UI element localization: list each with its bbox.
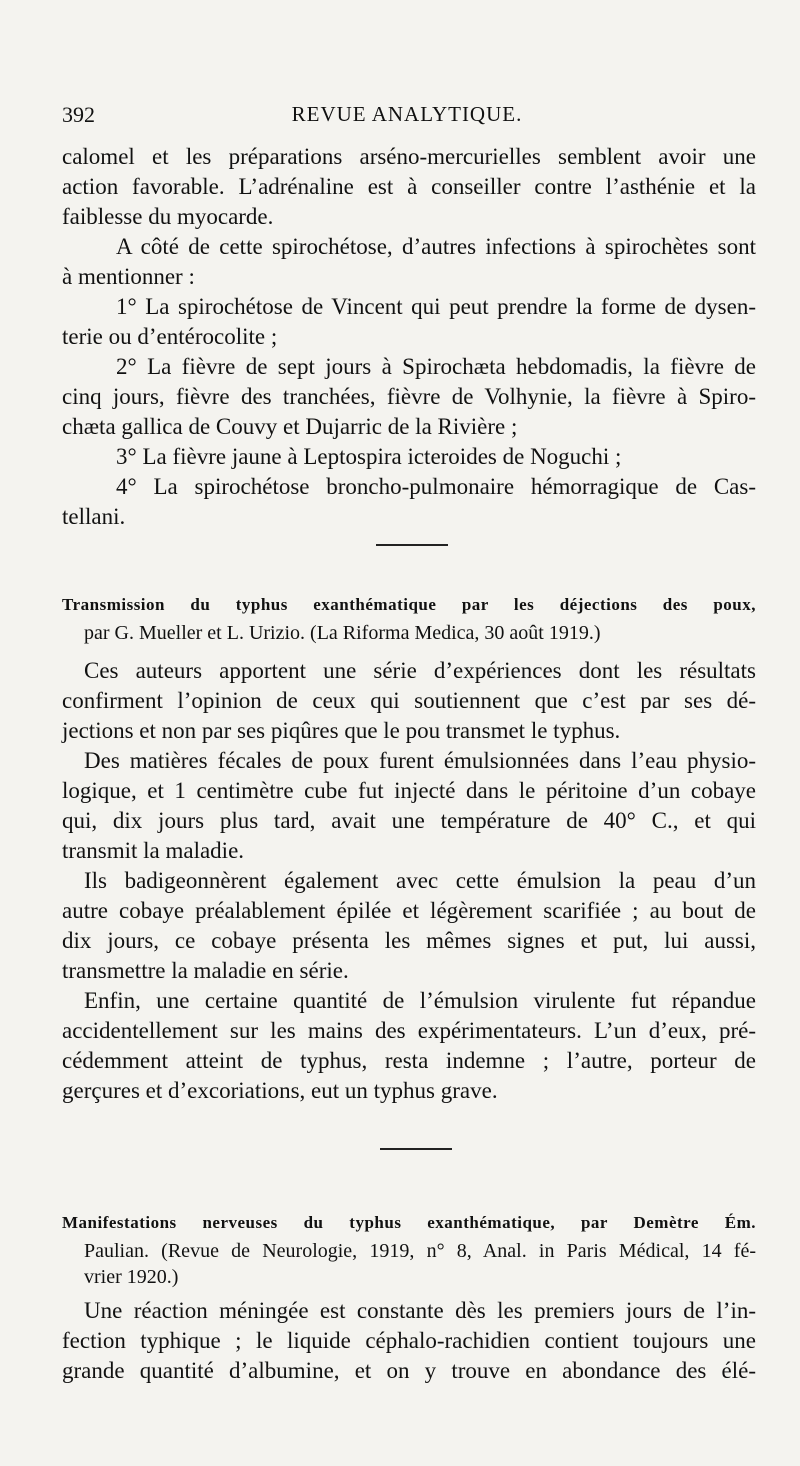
page-number: 392 [62, 102, 95, 127]
text-line: chæta gallica de Couvy et Dujarric de la Rivière ; [62, 414, 518, 439]
text-line: grande quantité d’albumine, et on y trouve en abondance des élé- [62, 1358, 756, 1383]
article-title: Manifestations nerveuses du typhus exanthématique, par Demètre Ém. [62, 1213, 756, 1232]
text-line: dix jours, ce cobaye présenta les mêmes signes et put, lui aussi, [62, 928, 756, 953]
text-line: Des matières fécales de poux furent émulsionnées dans l’eau physio- [84, 748, 756, 773]
text-line: qui, dix jours plus tard, avait une température de 40° C., et qui [62, 808, 756, 833]
list-item: 2° La fièvre de sept jours à Spirochæta hebdomadis, la fièvre de [116, 354, 756, 379]
article-title: Transmission du typhus exanthématique par les déjections des poux, [62, 595, 756, 614]
text-line: confirment l’opinion de ceux qui soutiennent que c’est par ses dé- [62, 688, 756, 713]
text-line: Ils badigeonnèrent également avec cette émulsion la peau d’un [84, 868, 756, 893]
running-title: REVUE ANALYTIQUE. [291, 102, 523, 126]
text-line: logique, et 1 centimètre cube fut injecté dans le péritoine d’un cobaye [62, 778, 756, 803]
section-divider [380, 1148, 452, 1150]
text-line: faiblesse du myocarde. [62, 204, 274, 229]
text-line: fection typhique ; le liquide céphalo-rachidien contient toujours une [62, 1328, 756, 1353]
page-header [62, 102, 752, 134]
text-line: transmettre la maladie en série. [62, 958, 349, 983]
text-line: accidentellement sur les mains des expérimentateurs. L’un d’eux, pré- [62, 1018, 756, 1043]
text-line: calomel et les préparations arséno-mercurielles semblent avoir une [62, 144, 756, 169]
text-line: à mentionner : [62, 264, 195, 289]
text-line: jections et non par ses piqûres que le pou transmet le typhus. [62, 718, 621, 743]
text-line: gerçures et d’excoriations, eut un typhus grave. [62, 1078, 498, 1103]
text-line: cédemment atteint de typhus, resta indemne ; l’autre, porteur de [62, 1048, 756, 1073]
section-divider [376, 544, 448, 546]
text-line: Une réaction méningée est constante dès les premiers jours de l’in- [84, 1298, 756, 1323]
text-line: action favorable. L’adrénaline est à conseiller contre l’asthénie et la [62, 174, 756, 199]
list-item: 4° La spirochétose broncho-pulmonaire hémorragique de Cas- [116, 474, 756, 499]
text-line: terie ou d’entérocolite ; [62, 324, 278, 349]
text-line: A côté de cette spirochétose, d’autres infections à spirochètes sont [116, 234, 756, 259]
text-line: Ces auteurs apportent une série d’expériences dont les résultats [84, 658, 756, 683]
text-line: cinq jours, fièvre des tranchées, fièvre de Volhynie, la fièvre à Spiro- [62, 384, 756, 409]
text-line: autre cobaye préalablement épilée et légèrement scarifiée ; au bout de [62, 898, 756, 923]
text-line: tellani. [62, 504, 126, 529]
text-line: transmit la maladie. [62, 838, 245, 863]
list-item: 3° La fièvre jaune à Leptospira icteroides de Noguchi ; [116, 444, 622, 469]
text-line: Enfin, une certaine quantité de l’émulsion virulente fut répandue [84, 988, 756, 1013]
article-byline: Paulian. (Revue de Neurologie, 1919, n° 8, Anal. in Paris Médical, 14 fé- [84, 1240, 756, 1262]
list-item: 1° La spirochétose de Vincent qui peut prendre la forme de dysen- [116, 294, 756, 319]
article-byline: vrier 1920.) [84, 1266, 179, 1288]
article-byline: par G. Mueller et L. Urizio. (La Riforma Medica, 30 août 1919.) [84, 622, 601, 644]
